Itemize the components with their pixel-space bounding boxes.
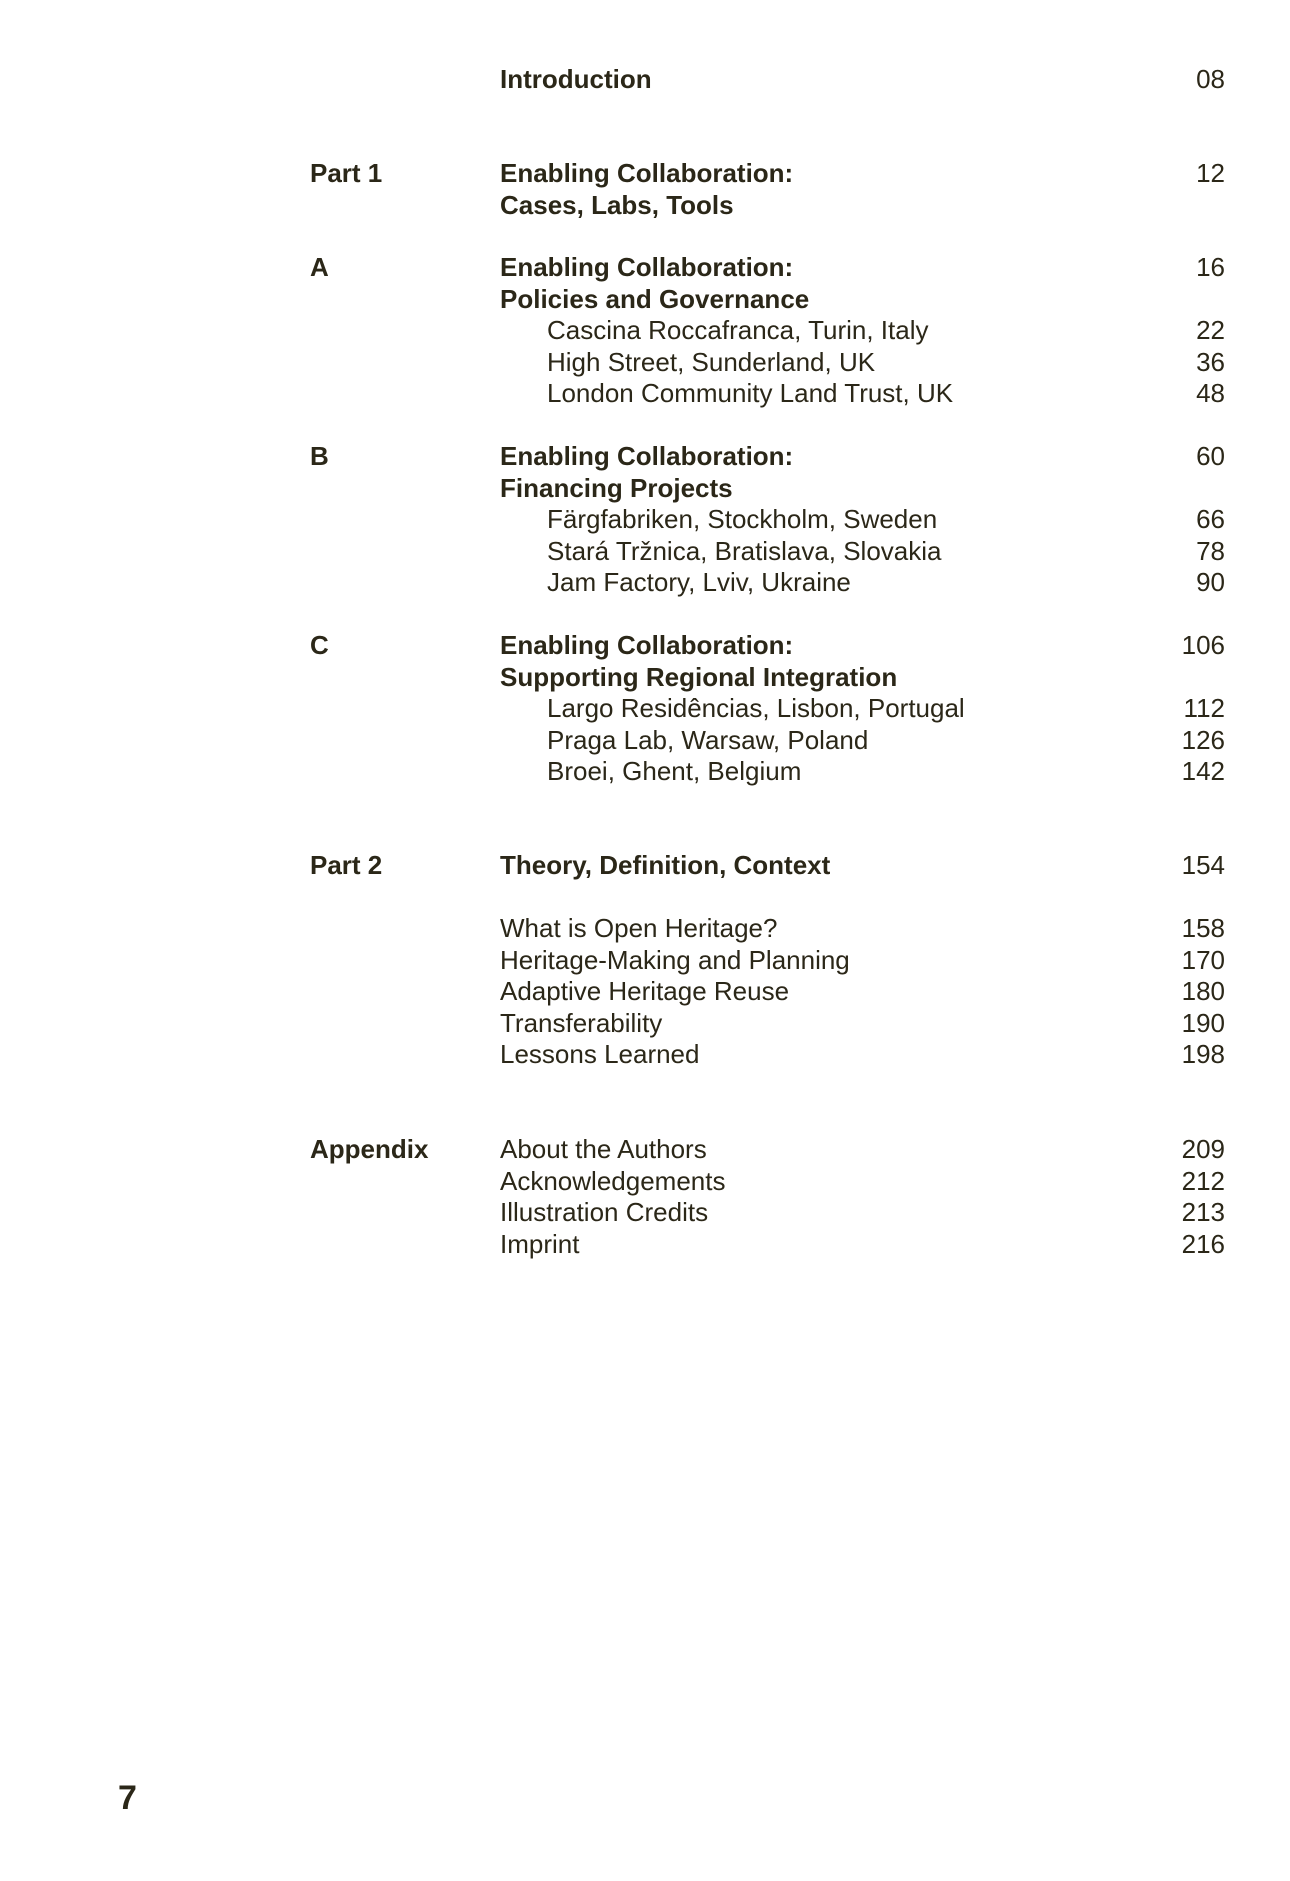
toc-entry[interactable] (0, 567, 1290, 599)
toc-appendix (0, 1134, 1290, 1260)
toc-row[interactable] (0, 158, 1290, 190)
toc-page-number: 66 (1196, 504, 1225, 534)
toc-page-number: 08 (1196, 64, 1225, 94)
toc-section-c (0, 630, 1290, 788)
toc-page-number: 170 (1181, 944, 1225, 975)
toc-entry[interactable] (0, 1166, 1290, 1198)
toc-page-number: 112 (1183, 693, 1225, 723)
toc-page-number: 154 (1181, 850, 1225, 880)
toc-page-number: 78 (1196, 535, 1225, 566)
toc-part-1 (0, 158, 1290, 221)
toc-page-number: 212 (1181, 1165, 1225, 1196)
toc-page-number: 142 (1181, 756, 1225, 786)
toc-entry-title: Praga Lab, Warsaw, Poland (547, 724, 869, 755)
toc-row[interactable] (0, 441, 1290, 473)
toc-page-number: 48 (1196, 378, 1225, 408)
toc-entry-title: Adaptive Heritage Reuse (500, 976, 790, 1006)
toc-part-2-entries (0, 913, 1290, 1071)
toc-entry-title: Imprint (500, 1228, 580, 1259)
toc-page-number: 198 (1181, 1039, 1225, 1069)
toc-row[interactable] (0, 850, 1290, 882)
page-folio-number: 7 (118, 1779, 137, 1817)
toc-entry[interactable] (0, 693, 1290, 725)
toc-entry[interactable] (0, 913, 1290, 945)
toc-section-label: A (310, 252, 329, 282)
toc-entry[interactable] (0, 1197, 1290, 1229)
toc-entry[interactable] (0, 945, 1290, 977)
toc-section-a (0, 252, 1290, 410)
toc-row (0, 284, 1290, 316)
toc-page-number: 22 (1196, 315, 1225, 345)
toc-entry[interactable] (0, 504, 1290, 536)
toc-row[interactable] (0, 64, 1290, 96)
toc-title: Theory, Definition, Context (500, 850, 831, 880)
toc-section-b (0, 441, 1290, 599)
toc-title: Enabling Collaboration: (500, 158, 794, 188)
toc-entry[interactable] (0, 1229, 1290, 1261)
toc-entry[interactable] (0, 347, 1290, 379)
toc-row (0, 473, 1290, 505)
toc-entry[interactable] (0, 378, 1290, 410)
toc-part-2 (0, 850, 1290, 882)
toc-page-number: 106 (1181, 630, 1225, 660)
toc-page-number: 36 (1196, 346, 1225, 377)
toc-page-number: 126 (1181, 724, 1225, 755)
toc-appendix-label: Appendix (310, 1134, 429, 1164)
toc-row (0, 190, 1290, 222)
toc-entry[interactable] (0, 725, 1290, 757)
toc-section-label: C (310, 630, 329, 660)
toc-entry-title: Acknowledgements (500, 1165, 726, 1196)
toc-entry[interactable] (0, 536, 1290, 568)
toc-page-number: 209 (1181, 1134, 1225, 1164)
toc-title: Enabling Collaboration: (500, 252, 794, 282)
toc-entry-title: Transferability (500, 1007, 663, 1038)
toc-entry[interactable] (0, 1134, 1290, 1166)
toc-entry-title: Lessons Learned (500, 1039, 700, 1069)
toc-entry-title: Illustration Credits (500, 1197, 709, 1227)
toc-page-number: 12 (1196, 158, 1225, 188)
toc-row[interactable] (0, 630, 1290, 662)
toc-entry[interactable] (0, 1008, 1290, 1040)
toc-part-label: Part 2 (310, 850, 383, 880)
toc-entry-title: About the Authors (500, 1134, 707, 1164)
toc-section-label: B (310, 441, 329, 471)
toc-page-number: 60 (1196, 441, 1225, 471)
toc-page-number: 213 (1181, 1197, 1225, 1227)
toc-page-number: 216 (1181, 1228, 1225, 1259)
toc-page-number: 190 (1181, 1007, 1225, 1038)
toc-entry-title: London Community Land Trust, UK (547, 378, 954, 408)
toc-entry[interactable] (0, 1039, 1290, 1071)
toc-entry-title: Heritage-Making and Planning (500, 944, 850, 975)
toc-title-continued: Cases, Labs, Tools (500, 189, 734, 220)
toc-entry-title: Färgfabriken, Stockholm, Sweden (547, 504, 938, 534)
toc-entry-title: High Street, Sunderland, UK (547, 346, 876, 377)
toc-entry-title: Jam Factory, Lviv, Ukraine (547, 567, 851, 597)
toc-row (0, 662, 1290, 694)
toc-entry[interactable] (0, 315, 1290, 347)
toc-title-continued: Financing Projects (500, 472, 733, 503)
toc-title: Enabling Collaboration: (500, 441, 794, 471)
toc-title-continued: Supporting Regional Integration (500, 661, 898, 692)
toc-page-number: 16 (1196, 252, 1225, 282)
toc-entry[interactable] (0, 976, 1290, 1008)
toc-entry-title: Largo Residências, Lisbon, Portugal (547, 693, 965, 723)
toc-title: Introduction (500, 64, 652, 94)
toc-title: Enabling Collaboration: (500, 630, 794, 660)
toc-entry-title: Stará Tržnica, Bratislava, Slovakia (547, 535, 942, 566)
toc-entry[interactable] (0, 756, 1290, 788)
toc-page-number: 180 (1181, 976, 1225, 1006)
toc-page-number: 90 (1196, 567, 1225, 597)
toc-entry-title: Broei, Ghent, Belgium (547, 756, 802, 786)
toc-title-continued: Policies and Governance (500, 283, 810, 314)
toc-entry-title: What is Open Heritage? (500, 913, 778, 943)
toc-introduction (0, 64, 1290, 96)
toc-entry-title: Cascina Roccafranca, Turin, Italy (547, 315, 929, 345)
toc-row[interactable] (0, 252, 1290, 284)
toc-part-label: Part 1 (310, 158, 383, 188)
toc-page-number: 158 (1181, 913, 1225, 943)
